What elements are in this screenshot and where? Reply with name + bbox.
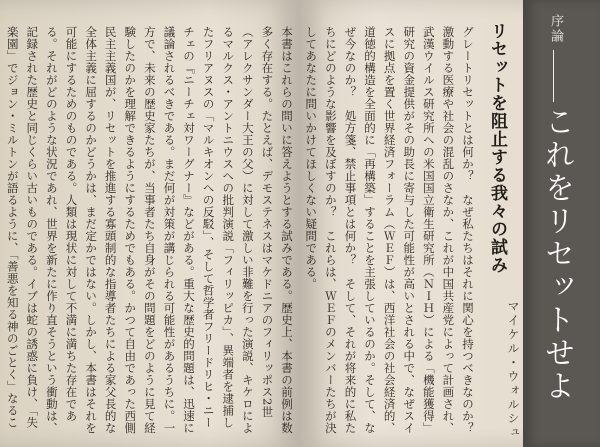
chapter-title: これをリセットせよ	[539, 106, 574, 403]
right-page-body-text: グレートリセットとは何か？ なぜ私たちはそれに関心を持つべきなのか？ 激動する医療や社会の混乱のさなか、これが中国共産党によって計画され、武漢ウイルス研究所への米国国立衛生研究所（ＮＩＨ）による「機能獲得」研究の資金提供がその助長に寄与した可能性が高いとされる中で、なぜスイスに拠点を置く世界経済フォーラム（ＷＥＦ）は、西洋社会の社会経済的、道徳的構造を全面的に「再構築」することを主張しているのか。そして、なぜ今なのか？ 処方箋、禁止事項とは何か？ そして、それが将来的に私たちにどのような影響を及ぼすのか？ これらは、ＷＥＦのメンバーたちが決してあなたに問いかけてほしくない疑問である。	[304, 26, 475, 446]
section-title: リセットを阻止する我々の試み	[487, 22, 507, 274]
chapter-divider-line	[553, 50, 554, 102]
left-page-body-text: 本書はこれらの問いに答えようとする試みである。歴史上、本書の前例は数多く存在する。たとえば、デモステネスはマケドニアのフィリッポス2世（アレクサンダー大王の父）に対して激しい非難を行った演説、キケロによるマルクス・アントニウスへの批判演説「フィリッピカ」、異端者を逮捕したフリアヌスの「マルキオンへの反駁」、そして哲学者フリードリヒ・ニーチェの『ニーチェ対ワーグナー』などがある。重大な歴史的問題は、迅速に議論されるべきである。まだ何が対策が講じられる可能性があるうちに。一方で、未来の歴史家たちが、当事者たち自身がその問題をどのように見て経験したのかを理解できるようにするためでもある。かつて自由であった西側民主主義国が、リセットを推進する寡頭制的な指導者たちによる家父長的な全体主義に屈するのかどうかは、まだ定かではない。しかし、本書はそれを可能にするためのものである。人類は現状に対して不満に満ちた存在である。それがどのような状況であれ、世界を新たに作り直そうという衝動は、記録された歴史と同じくらい古いものである。イブは蛇の誘惑に負け、「失楽園」でジョン・ミルトンが語るように、「善悪を知る神のごとく」なるこ	[5, 26, 294, 434]
chapter-label: 序論	[548, 14, 563, 44]
author-name: マイケル・ウォルシュ	[506, 300, 520, 440]
